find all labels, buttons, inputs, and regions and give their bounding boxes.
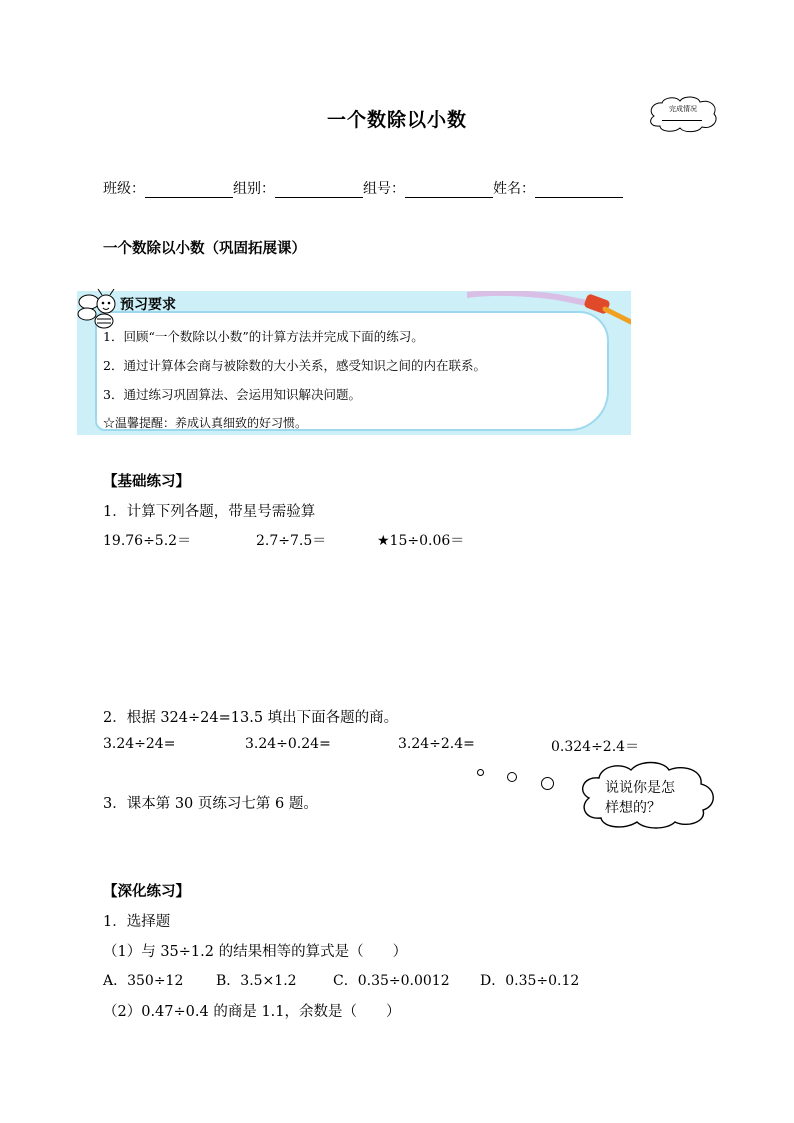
class-label: 班级：	[103, 181, 145, 197]
page-title: 一个数除以小数	[326, 109, 467, 131]
deep-practice-heading: 【深化练习】	[103, 883, 190, 900]
basic-q1-item-2: 2.7÷7.5＝	[256, 533, 327, 549]
badge-cloud-shape	[646, 94, 720, 134]
preview-item-2: 2．通过计算体会商与被除数的大小关系，感受知识之间的内在联系。	[103, 358, 486, 373]
group-field[interactable]	[275, 182, 363, 198]
class-field[interactable]	[145, 182, 233, 198]
basic-q1: 1．计算下列各题，带星号需验算	[103, 504, 316, 520]
deep-sub-question-2: （2）0.47÷0.4 的商是 1.1，余数是（ ）	[103, 1004, 401, 1020]
lesson-title: 一个数除以小数（巩固拓展课）	[103, 240, 306, 257]
thought-cloud-text	[605, 778, 695, 818]
preview-heading: 预习要求	[120, 297, 176, 313]
option-a: A．350÷12	[103, 973, 184, 989]
preview-tip: ☆温馨提醒：养成认真细致的好习惯。	[103, 416, 308, 430]
number-field[interactable]	[405, 182, 493, 198]
name-field[interactable]	[535, 182, 623, 198]
basic-q2-item-4: 0.324÷2.4＝	[551, 739, 640, 755]
badge-blank-line	[662, 120, 702, 121]
thought-dot-large	[541, 777, 554, 790]
preview-item-3: 3．通过练习巩固算法、会运用知识解决问题。	[103, 387, 361, 402]
thought-dot-medium	[507, 772, 517, 782]
option-b: B．3.5×1.2	[216, 973, 297, 989]
basic-q1-item-1: 19.76÷5.2＝	[103, 533, 192, 549]
deep-sub-question-1: （1）与 35÷1.2 的结果相等的算式是（ ）	[103, 944, 408, 960]
basic-practice-heading: 【基础练习】	[103, 473, 190, 490]
cloud-line-1: 说说你是怎	[605, 780, 675, 796]
basic-q3: 3．课本第 30 页练习七第 6 题。	[103, 796, 318, 812]
completion-badge	[646, 94, 720, 134]
name-label: 姓名：	[493, 181, 535, 197]
basic-q2-item-1: 3.24÷24=	[103, 736, 176, 752]
student-info-row	[103, 178, 623, 198]
basic-q2: 2．根据 324÷24=13.5 填出下面各题的商。	[103, 710, 399, 726]
thought-cloud	[575, 760, 719, 830]
basic-q1-item-3: ★15÷0.06＝	[377, 533, 465, 549]
preview-item-1: 1．回顾“一个数除以小数”的计算方法并完成下面的练习。	[103, 329, 424, 344]
number-label: 组号：	[363, 181, 405, 197]
paintbrush-icon	[467, 291, 631, 341]
cloud-line-2: 样想的？	[605, 800, 661, 816]
basic-q2-item-3: 3.24÷2.4=	[398, 736, 475, 752]
option-c: C．0.35÷0.0012	[333, 973, 450, 989]
deep-q1: 1．选择题	[103, 914, 171, 930]
basic-q2-item-2: 3.24÷0.24=	[245, 736, 331, 752]
badge-label: 完成情况	[669, 105, 697, 113]
thought-dot-small	[477, 769, 484, 776]
group-label: 组别：	[233, 181, 275, 197]
option-d: D．0.35÷0.12	[480, 973, 580, 989]
